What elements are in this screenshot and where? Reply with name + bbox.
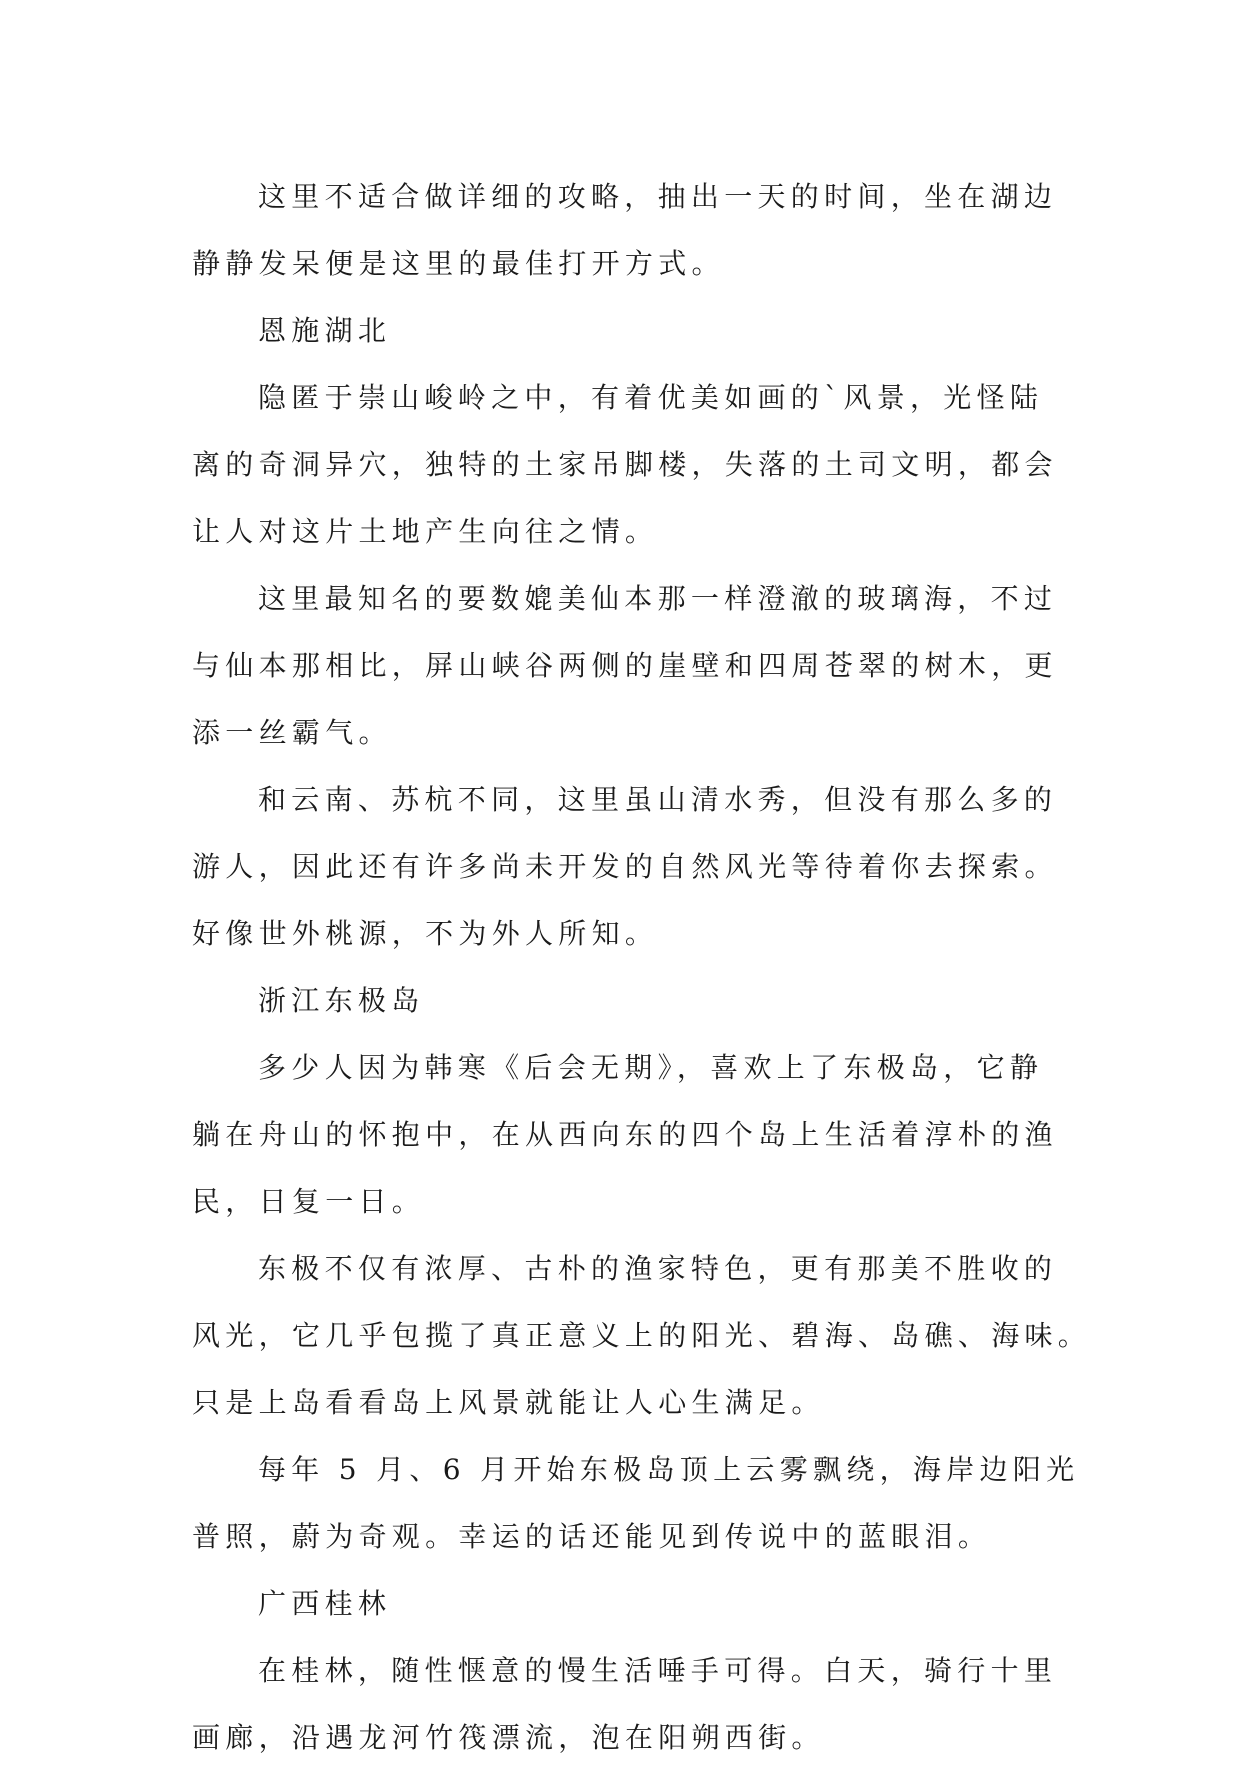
paragraph [192,1034,1072,1235]
text-line: 这里最知名的要数媲美仙本那一样澄澈的玻璃海，不过 [258,582,1058,615]
paragraph [192,163,1072,297]
text-line: 在桂林，随性惬意的慢生活唾手可得。白天，骑行十里 [258,1654,1058,1687]
text-line: 这里不适合做详细的攻略，抽出一天的时间，坐在湖边 [258,180,1058,213]
text-line: 让人对这片土地产生向往之情。 [192,515,659,548]
text-line: 静静发呆便是这里的最佳打开方式。 [192,247,725,280]
text-line: 好像世外桃源，不为外人所知。 [192,917,659,950]
text-line: 每年 5 月、6 月开始东极岛顶上云雾飘绕，海岸边阳光 [258,1453,1080,1486]
text-line: 东极不仅有浓厚、古朴的渔家特色，更有那美不胜收的 [258,1252,1058,1285]
section-heading: 广西桂林 [258,1587,392,1620]
text-line: 离的奇洞异穴，独特的土家吊脚楼，失落的土司文明，都会 [192,448,1058,481]
text-line: 普照，蔚为奇观。幸运的话还能见到传说中的蓝眼泪。 [192,1520,992,1553]
document-page [192,163,1092,1771]
text-line: 躺在舟山的怀抱中，在从西向东的四个岛上生活着淳朴的渔 [192,1118,1058,1151]
text-line: 和云南、苏杭不同，这里虽山清水秀，但没有那么多的 [258,783,1058,816]
paragraph [192,565,1072,766]
section-heading: 恩施湖北 [258,314,392,347]
text-line: 民，日复一日。 [192,1185,426,1218]
section-heading: 浙江东极岛 [258,984,425,1017]
paragraph [192,364,1072,565]
text-line: 画廊，沿遇龙河竹筏漂流，泡在阳朔西街。 [192,1721,825,1754]
paragraph [192,1235,1092,1436]
text-line: 只是上岛看看岛上风景就能让人心生满足。 [192,1386,825,1419]
paragraph [192,1436,1080,1570]
text-line: 隐匿于崇山峻岭之中，有着优美如画的`风景，光怪陆 [258,381,1044,414]
text-line: 多少人因为韩寒《后会无期》，喜欢上了东极岛，它静 [258,1051,1044,1084]
paragraph [192,766,1072,967]
text-line: 添一丝霸气。 [192,716,392,749]
text-line: 风光，它几乎包揽了真正意义上的阳光、碧海、岛礁、海味。 [192,1319,1092,1352]
text-line: 与仙本那相比，屏山峡谷两侧的崖壁和四周苍翠的树木，更 [192,649,1058,682]
text-line: 游人，因此还有许多尚未开发的自然风光等待着你去探索。 [192,850,1058,883]
paragraph [192,1637,1072,1771]
